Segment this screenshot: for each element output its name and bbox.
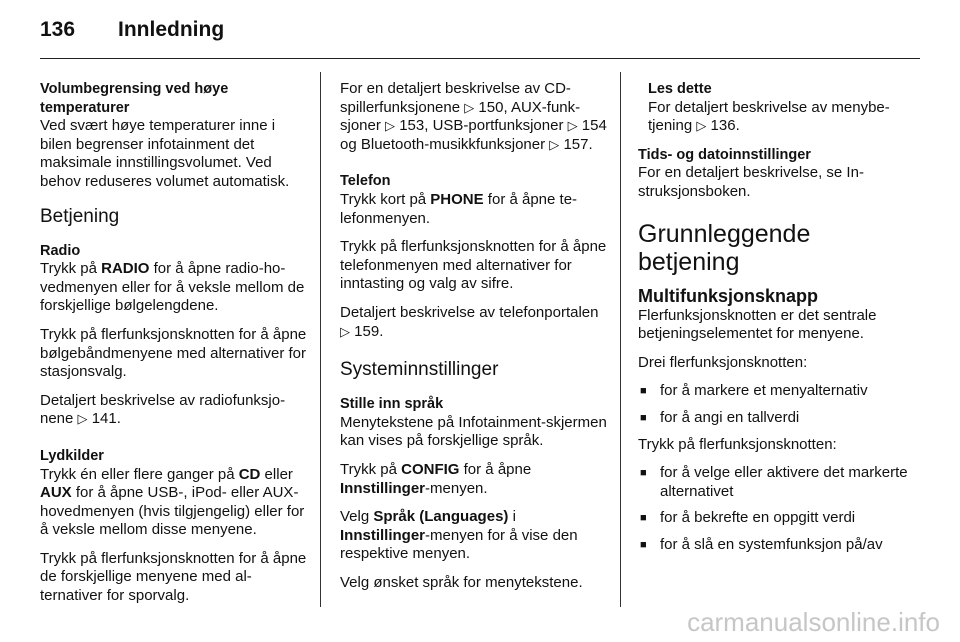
drei-text: Drei flerfunksjonsknotten: xyxy=(638,353,808,371)
radio-key: RADIO xyxy=(101,260,150,278)
page-number: 136 xyxy=(40,18,76,41)
column-divider-2 xyxy=(620,72,621,607)
tel-paragraph-3: Detaljert beskrivelse av telefonportalen ▷ 159. xyxy=(340,303,599,340)
arrow-ref-icon: ▷ xyxy=(696,118,707,134)
list-item: ■ for å markere et menyalternativ xyxy=(640,382,868,400)
lyd-paragraph-1: Trykk én eller flere ganger på CD eller AUX for å åpne USB-, iPod- eller AUX-hovedmenyen (hvis tilgjengelig) eller for å veksle mellom disse menyene. xyxy=(40,465,305,539)
sys-heading: Systeminnstillinger xyxy=(340,359,499,381)
arrow-ref-icon: ▷ xyxy=(464,99,475,115)
page-title: Innledning xyxy=(118,18,225,41)
arrow-ref-icon: ▷ xyxy=(385,118,396,134)
lyd-heading: Lydkilder xyxy=(40,447,104,464)
column-1 xyxy=(40,80,308,616)
column-divider-1 xyxy=(320,72,321,607)
arrow-ref-icon: ▷ xyxy=(340,323,350,339)
vol-text: Ved svært høye temperaturer inne i bilen begrenser infotainment det maksimale innstillingsvolumet. Ved behov reduseres volumet automatisk. xyxy=(40,117,290,190)
radio-heading: Radio xyxy=(40,242,81,259)
les-heading: Les dette xyxy=(648,81,712,97)
tel-paragraph-2: Trykk på flerfunksjonsknotten for å åpne telefonmenyen med alternativer for inntasting og valg av sifre. xyxy=(340,238,607,293)
telefon-heading: Telefon xyxy=(340,173,391,190)
page-header xyxy=(40,18,920,46)
multi-text: Flerfunksjonsknotten er det sentrale betjeningselementet for menyene. xyxy=(638,306,877,343)
sprak-heading: Stille inn språk xyxy=(340,396,444,413)
vol-heading: Volumbegrensing ved høye temperaturer xyxy=(40,81,229,116)
radio-paragraph-2: Trykk på flerfunksjonsknotten for å åpne bølgebåndmenyene med alternativer for stasjonsvalg. xyxy=(40,325,307,381)
square-bullet-icon: ■ xyxy=(640,512,647,525)
list-item: ■ for å velge eller aktivere det markerte alternativet xyxy=(640,464,908,500)
sprak-paragraph-3: Velg Språk (Languages) i Innstillinger-menyen for å vise den respektive menyen. xyxy=(340,508,578,563)
tid-heading: Tids- og datoinnstillinger xyxy=(638,146,811,163)
radio-paragraph-1: Trykk på RADIO for å åpne radio-hovedmenyen eller for å veksle mellom de forskjellige bølgelengdene. xyxy=(40,260,305,315)
sprak-paragraph-1: Menytekstene på Infotainment-skjermen kan vises på forskjellige språk. xyxy=(340,413,607,450)
cd-paragraph: For en detaljert beskrivelse av CD-spillerfunksjonene ▷ 150, AUX-funksjoner ▷ 153, USB-portfunksjoner ▷ 154 og Bluetooth-musikkfunksjoner ▷ 157. xyxy=(340,80,607,153)
list-item: ■ for å slå en systemfunksjon på/av xyxy=(640,535,883,553)
sprak-paragraph-2: Trykk på CONFIG for å åpne Innstillinger-menyen. xyxy=(340,460,532,497)
list-item: ■ for å bekrefte en oppgitt verdi xyxy=(640,509,856,527)
watermark: carmanualsonline.info xyxy=(687,607,940,637)
arrow-ref-icon: ▷ xyxy=(549,136,560,152)
tid-text: For en detaljert beskrivelse, se Instruksjonsboken. xyxy=(638,164,864,200)
list-item: ■ for å angi en tallverdi xyxy=(640,408,800,426)
square-bullet-icon: ■ xyxy=(640,538,647,551)
square-bullet-icon: ■ xyxy=(640,467,647,480)
arrow-ref-icon: ▷ xyxy=(567,118,578,134)
radio-paragraph-3: Detaljert beskrivelse av radiofunksjonene ▷ 141. xyxy=(40,391,286,428)
column-2 xyxy=(340,80,608,602)
betjening-heading: Betjening xyxy=(40,205,120,227)
lyd-paragraph-2: Trykk på flerfunksjonsknotten for å åpne de forskjellige menyene med alternativer for sporvalg. xyxy=(40,549,307,605)
header-divider xyxy=(40,58,920,59)
square-bullet-icon: ■ xyxy=(640,385,647,398)
grunn-heading: Grunnleggende betjening xyxy=(638,219,811,276)
tel-paragraph-1: Trykk kort på PHONE for å åpne telefonmenyen. xyxy=(340,190,578,227)
sprak-paragraph-4: Velg ønsket språk for menytekstene. xyxy=(340,573,583,591)
trykk-text: Trykk på flerfunksjonsknotten: xyxy=(638,435,837,453)
les-text: For detaljert beskrivelse av menybetjening ▷ 136. xyxy=(648,98,890,135)
square-bullet-icon: ■ xyxy=(640,411,647,424)
column-3 xyxy=(638,80,908,563)
multi-heading: Multifunksjonsknapp xyxy=(638,285,818,306)
arrow-ref-icon: ▷ xyxy=(77,411,88,427)
